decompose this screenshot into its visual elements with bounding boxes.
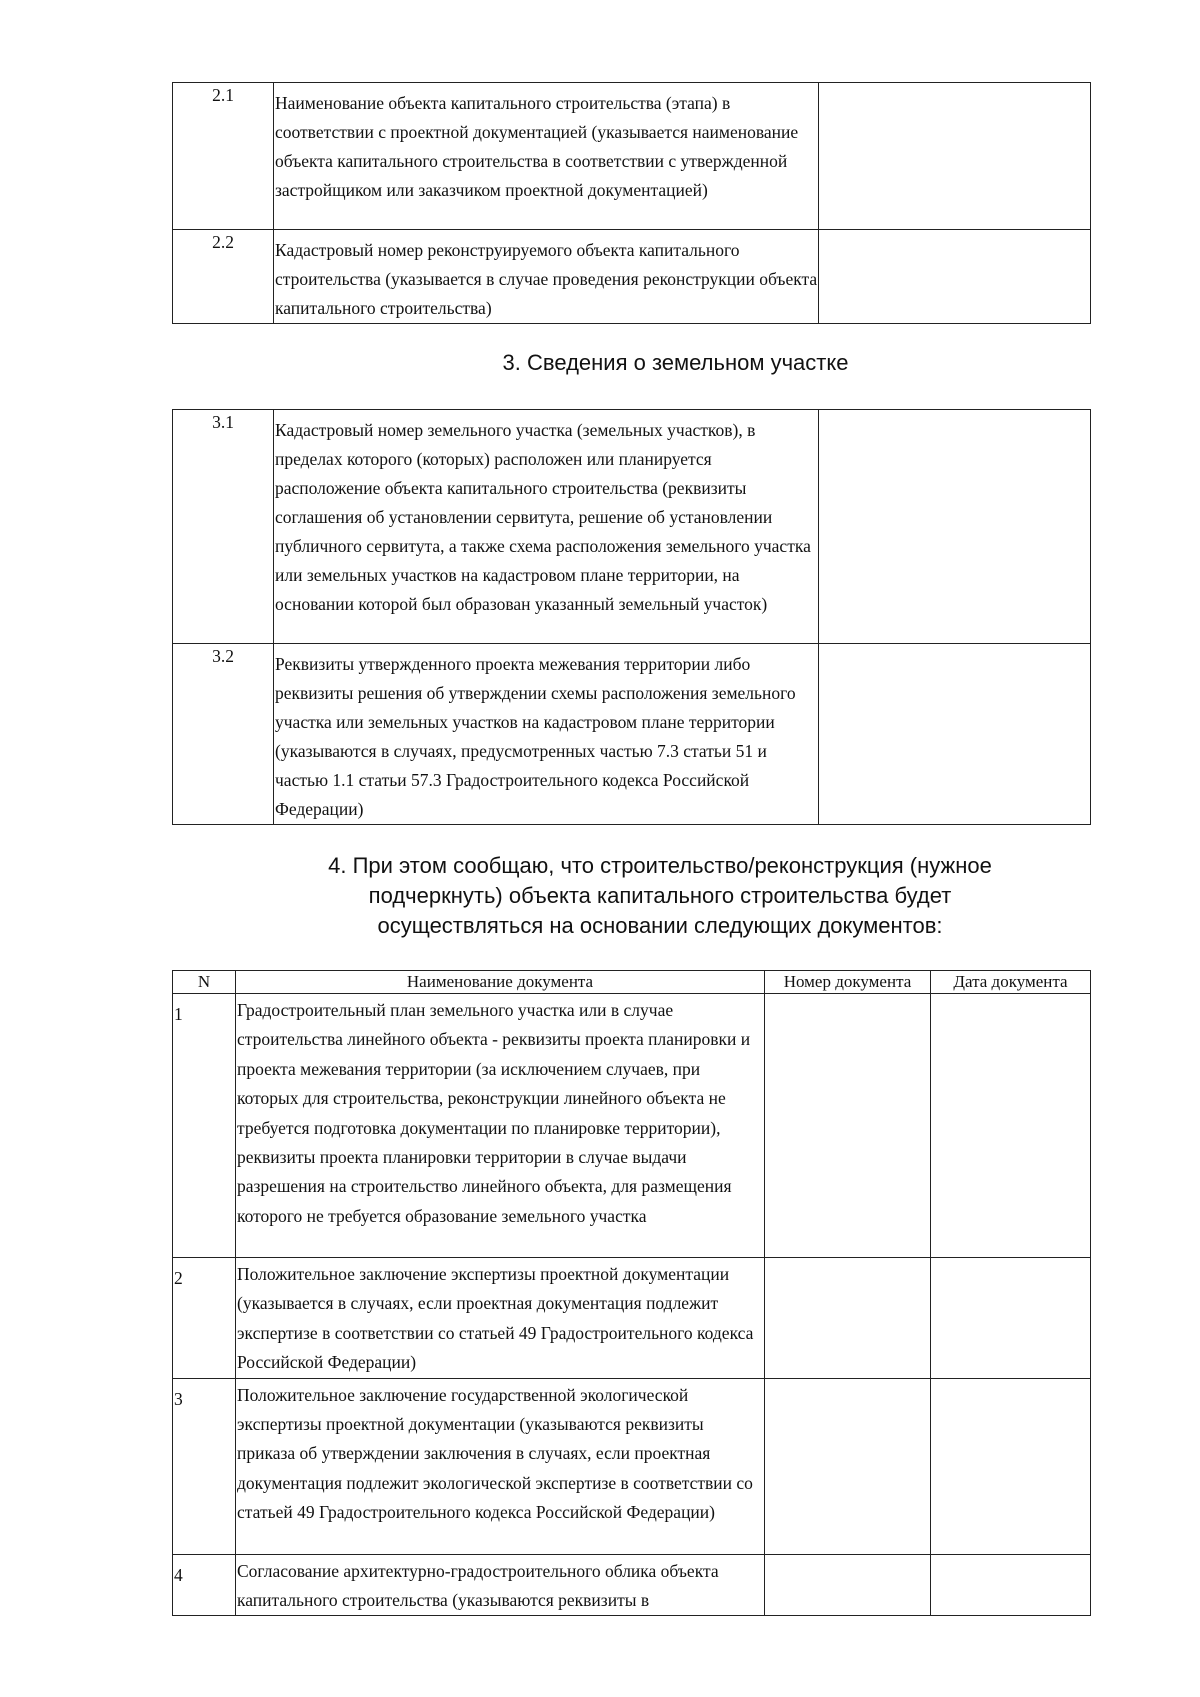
row-number: 2 bbox=[173, 1258, 236, 1379]
column-header-n: N bbox=[173, 971, 236, 994]
row-description: Положительное заключение экспертизы проектной документации (указывается в случаях, если проектная документация подлежит экспертизе в соответствии со статьей 49 Градостроительного кодекса Российской Федерации) bbox=[236, 1258, 765, 1379]
document-date-cell[interactable] bbox=[931, 1258, 1091, 1379]
value-cell[interactable] bbox=[819, 83, 1091, 230]
table-row bbox=[173, 644, 1091, 825]
document-number-cell[interactable] bbox=[765, 1554, 931, 1616]
row-number: 1 bbox=[173, 994, 236, 1258]
section-3-title: 3. Сведения о земельном участке bbox=[502, 350, 849, 375]
row-number: 2.2 bbox=[173, 230, 274, 324]
table-row bbox=[173, 994, 1091, 1258]
row-number: 3.1 bbox=[173, 410, 274, 644]
section-4-title: 4. При этом сообщаю, что строительство/реконструкция (нужное подчеркнуть) объекта капитального строительства будет осуществляться на основании следующих документов: bbox=[328, 853, 992, 938]
table-header-row bbox=[173, 971, 1091, 994]
column-header-name: Наименование документа bbox=[236, 971, 765, 994]
section-2-table bbox=[172, 82, 1091, 324]
row-number: 2.1 bbox=[173, 83, 274, 230]
row-description: Согласование архитектурно-градостроительного облика объекта капитального строительства (указываются реквизиты в bbox=[236, 1554, 765, 1616]
documents-table bbox=[172, 970, 1091, 1616]
table-row bbox=[173, 410, 1091, 644]
row-description: Кадастровый номер реконструируемого объекта капитального строительства (указывается в случае проведения реконструкции объекта капитального строительства) bbox=[274, 230, 819, 324]
row-description: Кадастровый номер земельного участка (земельных участков), в пределах которого (которых) расположен или планируется расположение объекта капитального строительства (реквизиты соглашения об установлении сервитута, решение об установлении публичного сервитута, а также схема расположения земельного участка или земельных участков на кадастровом плане территории, на основании которой был образован указанный земельный участок) bbox=[274, 410, 819, 644]
column-header-date: Дата документа bbox=[931, 971, 1091, 994]
value-cell[interactable] bbox=[819, 644, 1091, 825]
document-number-cell[interactable] bbox=[765, 1258, 931, 1379]
row-description: Градостроительный план земельного участка или в случае строительства линейного объекта - реквизиты проекта планировки и проекта межевания территории (за исключением случаев, при которых для строительства, реконструкции линейного объекта не требуется подготовка документации по планировке территории), реквизиты проекта планировки территории в случае выдачи разрешения на строительство линейного объекта, для размещения которого не требуется образование земельного участка bbox=[236, 994, 765, 1258]
value-cell[interactable] bbox=[819, 410, 1091, 644]
column-header-number: Номер документа bbox=[765, 971, 931, 994]
table-row bbox=[173, 1554, 1091, 1616]
document-date-cell[interactable] bbox=[931, 1378, 1091, 1554]
table-row bbox=[173, 1378, 1091, 1554]
table-row bbox=[173, 83, 1091, 230]
row-description: Положительное заключение государственной экологической экспертизы проектной документации (указываются реквизиты приказа об утверждении заключения в случаях, если проектная документация подлежит экологической экспертизе в соответствии со статьей 49 Градостроительного кодекса Российской Федерации) bbox=[236, 1378, 765, 1554]
document-number-cell[interactable] bbox=[765, 994, 931, 1258]
row-number: 4 bbox=[173, 1554, 236, 1616]
section-3-table bbox=[172, 409, 1091, 825]
row-number: 3 bbox=[173, 1378, 236, 1554]
row-description: Реквизиты утвержденного проекта межевания территории либо реквизиты решения об утверждении схемы расположения земельного участка или земельных участков на кадастровом плане территории (указываются в случаях, предусмотренных частью 7.3 статьи 51 и частью 1.1 статьи 57.3 Градостроительного кодекса Российской Федерации) bbox=[274, 644, 819, 825]
row-description: Наименование объекта капитального строительства (этапа) в соответствии с проектной документацией (указывается наименование объекта капитального строительства в соответствии с утвержденной застройщиком или заказчиком проектной документацией) bbox=[274, 83, 819, 230]
document-date-cell[interactable] bbox=[931, 1554, 1091, 1616]
table-row bbox=[173, 1258, 1091, 1379]
value-cell[interactable] bbox=[819, 230, 1091, 324]
document-number-cell[interactable] bbox=[765, 1378, 931, 1554]
document-date-cell[interactable] bbox=[931, 994, 1091, 1258]
row-number: 3.2 bbox=[173, 644, 274, 825]
table-row bbox=[173, 230, 1091, 324]
